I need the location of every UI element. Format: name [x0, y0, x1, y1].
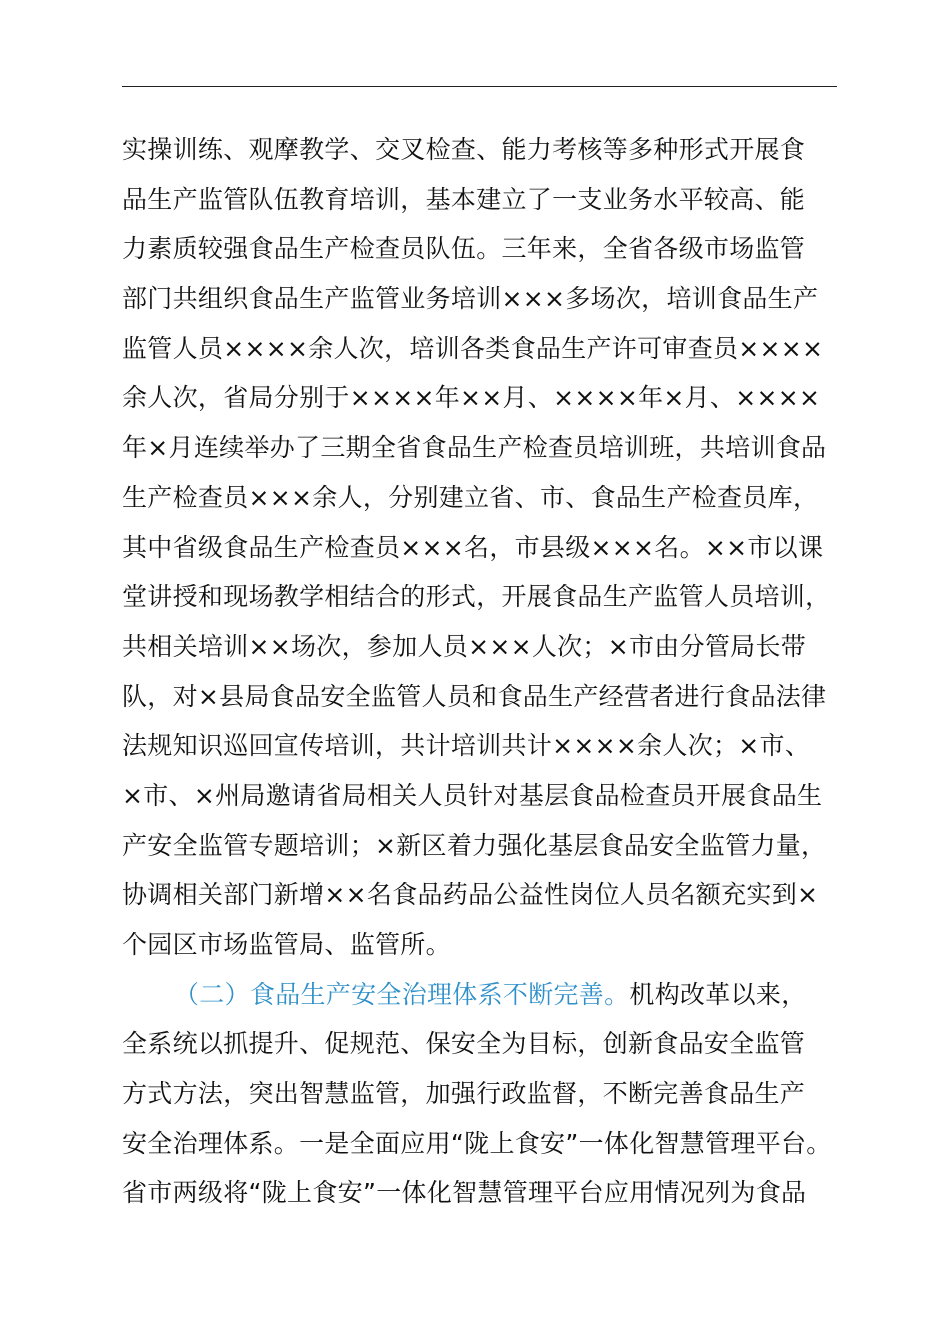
- text-line: 法规知识巡回宣传培训，共计培训共计××××余人次；×市、: [122, 731, 811, 761]
- text-line: 协调相关部门新增××名食品药品公益性岗位人员名额充实到×: [122, 880, 819, 910]
- text-line: 方式方法，突出智慧监管，加强行政监督，不断完善食品生产: [122, 1079, 806, 1109]
- section-heading: （二）食品生产安全治理体系不断完善。: [174, 979, 630, 1009]
- text-line: 生产检查员×××余人，分别建立省、市、食品生产检查员库，: [122, 482, 819, 512]
- text-line: 省市两级将“陇上食安”一体化智慧管理平台应用情况列为食品: [122, 1178, 807, 1208]
- text-line: 余人次，省局分别于××××年××月、××××年×月、××××: [122, 383, 821, 413]
- text-line: ×市、×州局邀请省局相关人员针对基层食品检查员开展食品生: [122, 780, 823, 810]
- text-line: 监管人员××××余人次，培训各类食品生产许可审查员××××: [122, 333, 824, 363]
- text-line: 全系统以抓提升、促规范、保安全为目标，创新食品安全监管: [122, 1029, 806, 1059]
- text-line: 产安全监管专题培训；×新区着力强化基层食品安全监管力量，: [122, 830, 827, 860]
- text-line: 堂讲授和现场教学相结合的形式，开展食品生产监管人员培训，: [122, 582, 831, 612]
- text-line: 其中省级食品生产检查员×××名，市县级×××名。××市以课: [122, 532, 824, 562]
- header-rule: [122, 86, 837, 87]
- text-line: 品生产监管队伍教育培训，基本建立了一支业务水平较高、能: [122, 184, 806, 214]
- text-line: 实操训练、观摩教学、交叉检查、能力考核等多种形式开展食: [122, 135, 806, 164]
- document-body: [122, 125, 852, 1218]
- text-line: 年×月连续举办了三期全省食品生产检查员培训班，共培训食品: [122, 433, 827, 463]
- section-heading-rest: 机构改革以来，: [629, 979, 807, 1009]
- text-line: 力素质较强食品生产检查员队伍。三年来，全省各级市场监管: [122, 234, 806, 264]
- text-line: 共相关培训××场次，参加人员×××人次；×市由分管局长带: [122, 631, 807, 661]
- text-line: 队，对×县局食品安全监管人员和食品生产经营者进行食品法律: [122, 681, 827, 711]
- text-line: 安全治理体系。一是全面应用“陇上食安”一体化智慧管理平台。: [122, 1128, 832, 1158]
- section-heading-line: [122, 970, 852, 1020]
- text-line: 部门共组织食品生产监管业务培训×××多场次，培训食品生产: [122, 284, 819, 314]
- text-line: 个园区市场监管局、监管所。: [122, 930, 451, 959]
